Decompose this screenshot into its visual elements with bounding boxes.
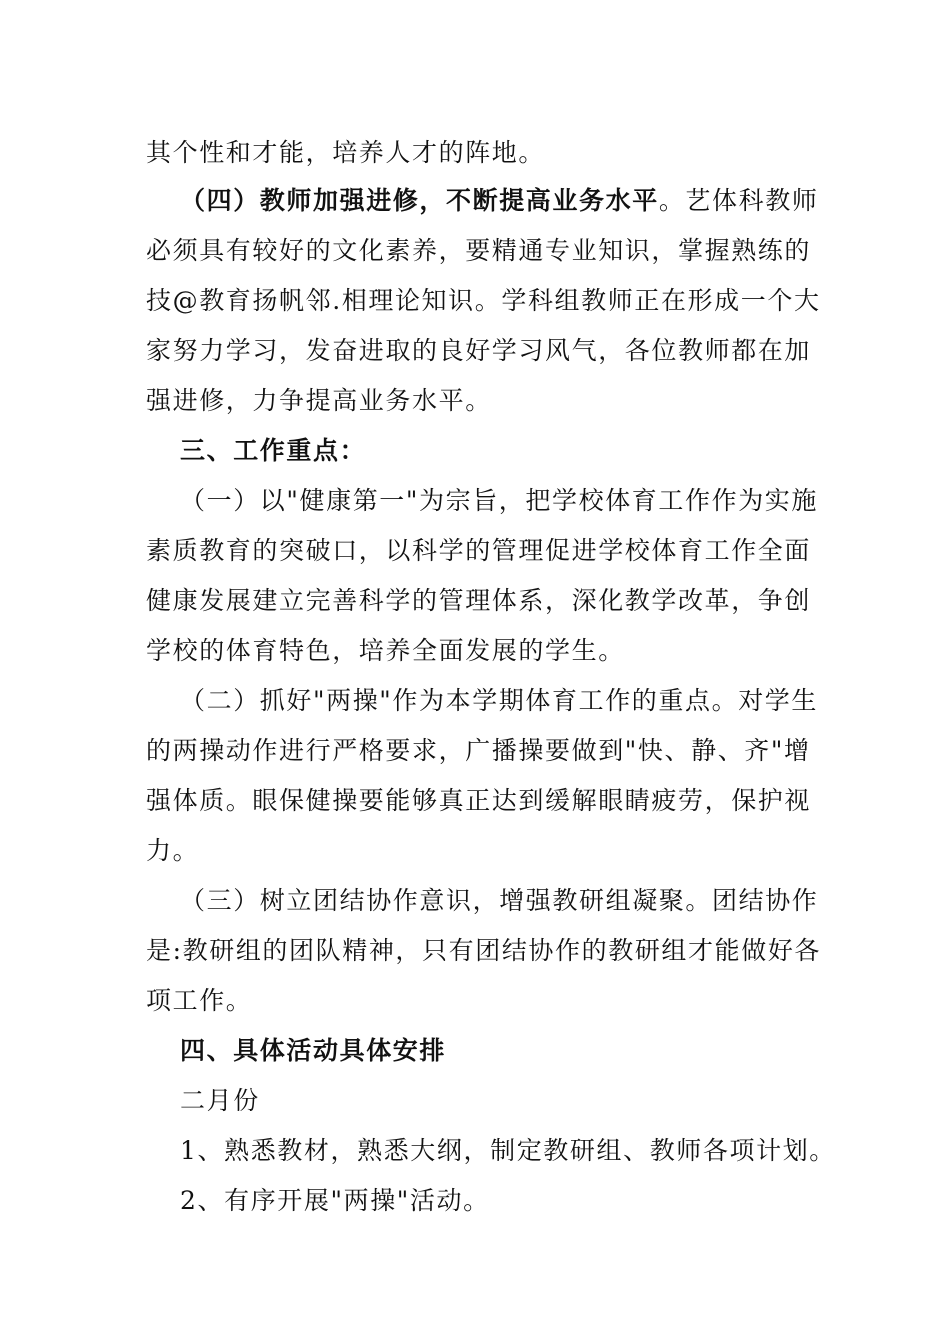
paragraph-line: 必须具有较好的文化素养，要精通专业知识，掌握熟练的 — [146, 236, 812, 265]
paragraph-line: 其个性和才能，培养人才的阵地。 — [146, 138, 546, 167]
paragraph-line: 强进修，力争提高业务水平。 — [146, 386, 492, 415]
list-item: 2、有序开展"两操"活动。 — [180, 1186, 490, 1215]
paragraph-line: （三）树立团结协作意识，增强教研组凝聚。团结协作 — [180, 886, 819, 915]
paragraph-line: 力。 — [146, 836, 200, 865]
month-label: 二月份 — [180, 1086, 260, 1115]
paragraph-line: 强体质。眼保健操要能够真正达到缓解眼睛疲劳，保护视 — [146, 786, 812, 815]
paragraph-line: 素质教育的突破口，以科学的管理促进学校体育工作全面 — [146, 536, 812, 565]
section-heading-four: （四）教师加强进修，不断提高业务水平 — [180, 186, 659, 215]
section-heading-four-activities: 四、具体活动具体安排 — [180, 1036, 447, 1065]
paragraph-line: 学校的体育特色，培养全面发展的学生。 — [146, 636, 625, 665]
paragraph-line: 是:教研组的团队精神，只有团结协作的教研组才能做好各 — [146, 936, 822, 965]
paragraph-line: 项工作。 — [146, 986, 253, 1015]
paragraph-line — [180, 184, 819, 218]
list-item: 1、熟悉教材，熟悉大纲，制定教研组、教师各项计划。 — [180, 1136, 836, 1165]
paragraph-line: 家努力学习，发奋进取的良好学习风气，各位教师都在加 — [146, 336, 812, 365]
paragraph-line: （二）抓好"两操"作为本学期体育工作的重点。对学生 — [180, 686, 818, 715]
paragraph-line: 技@教育扬帆邻.相理论知识。学科组教师正在形成一个大 — [146, 286, 821, 315]
paragraph-line: 健康发展建立完善科学的管理体系，深化教学改革，争创 — [146, 586, 812, 615]
paragraph-line: 的两操动作进行严格要求，广播操要做到"快、静、齐"增 — [146, 736, 811, 765]
section-heading-three: 三、工作重点： — [180, 436, 367, 465]
paragraph-line: （一）以"健康第一"为宗旨，把学校体育工作作为实施 — [180, 486, 818, 515]
paragraph-text: 。艺体科教师 — [658, 186, 819, 215]
